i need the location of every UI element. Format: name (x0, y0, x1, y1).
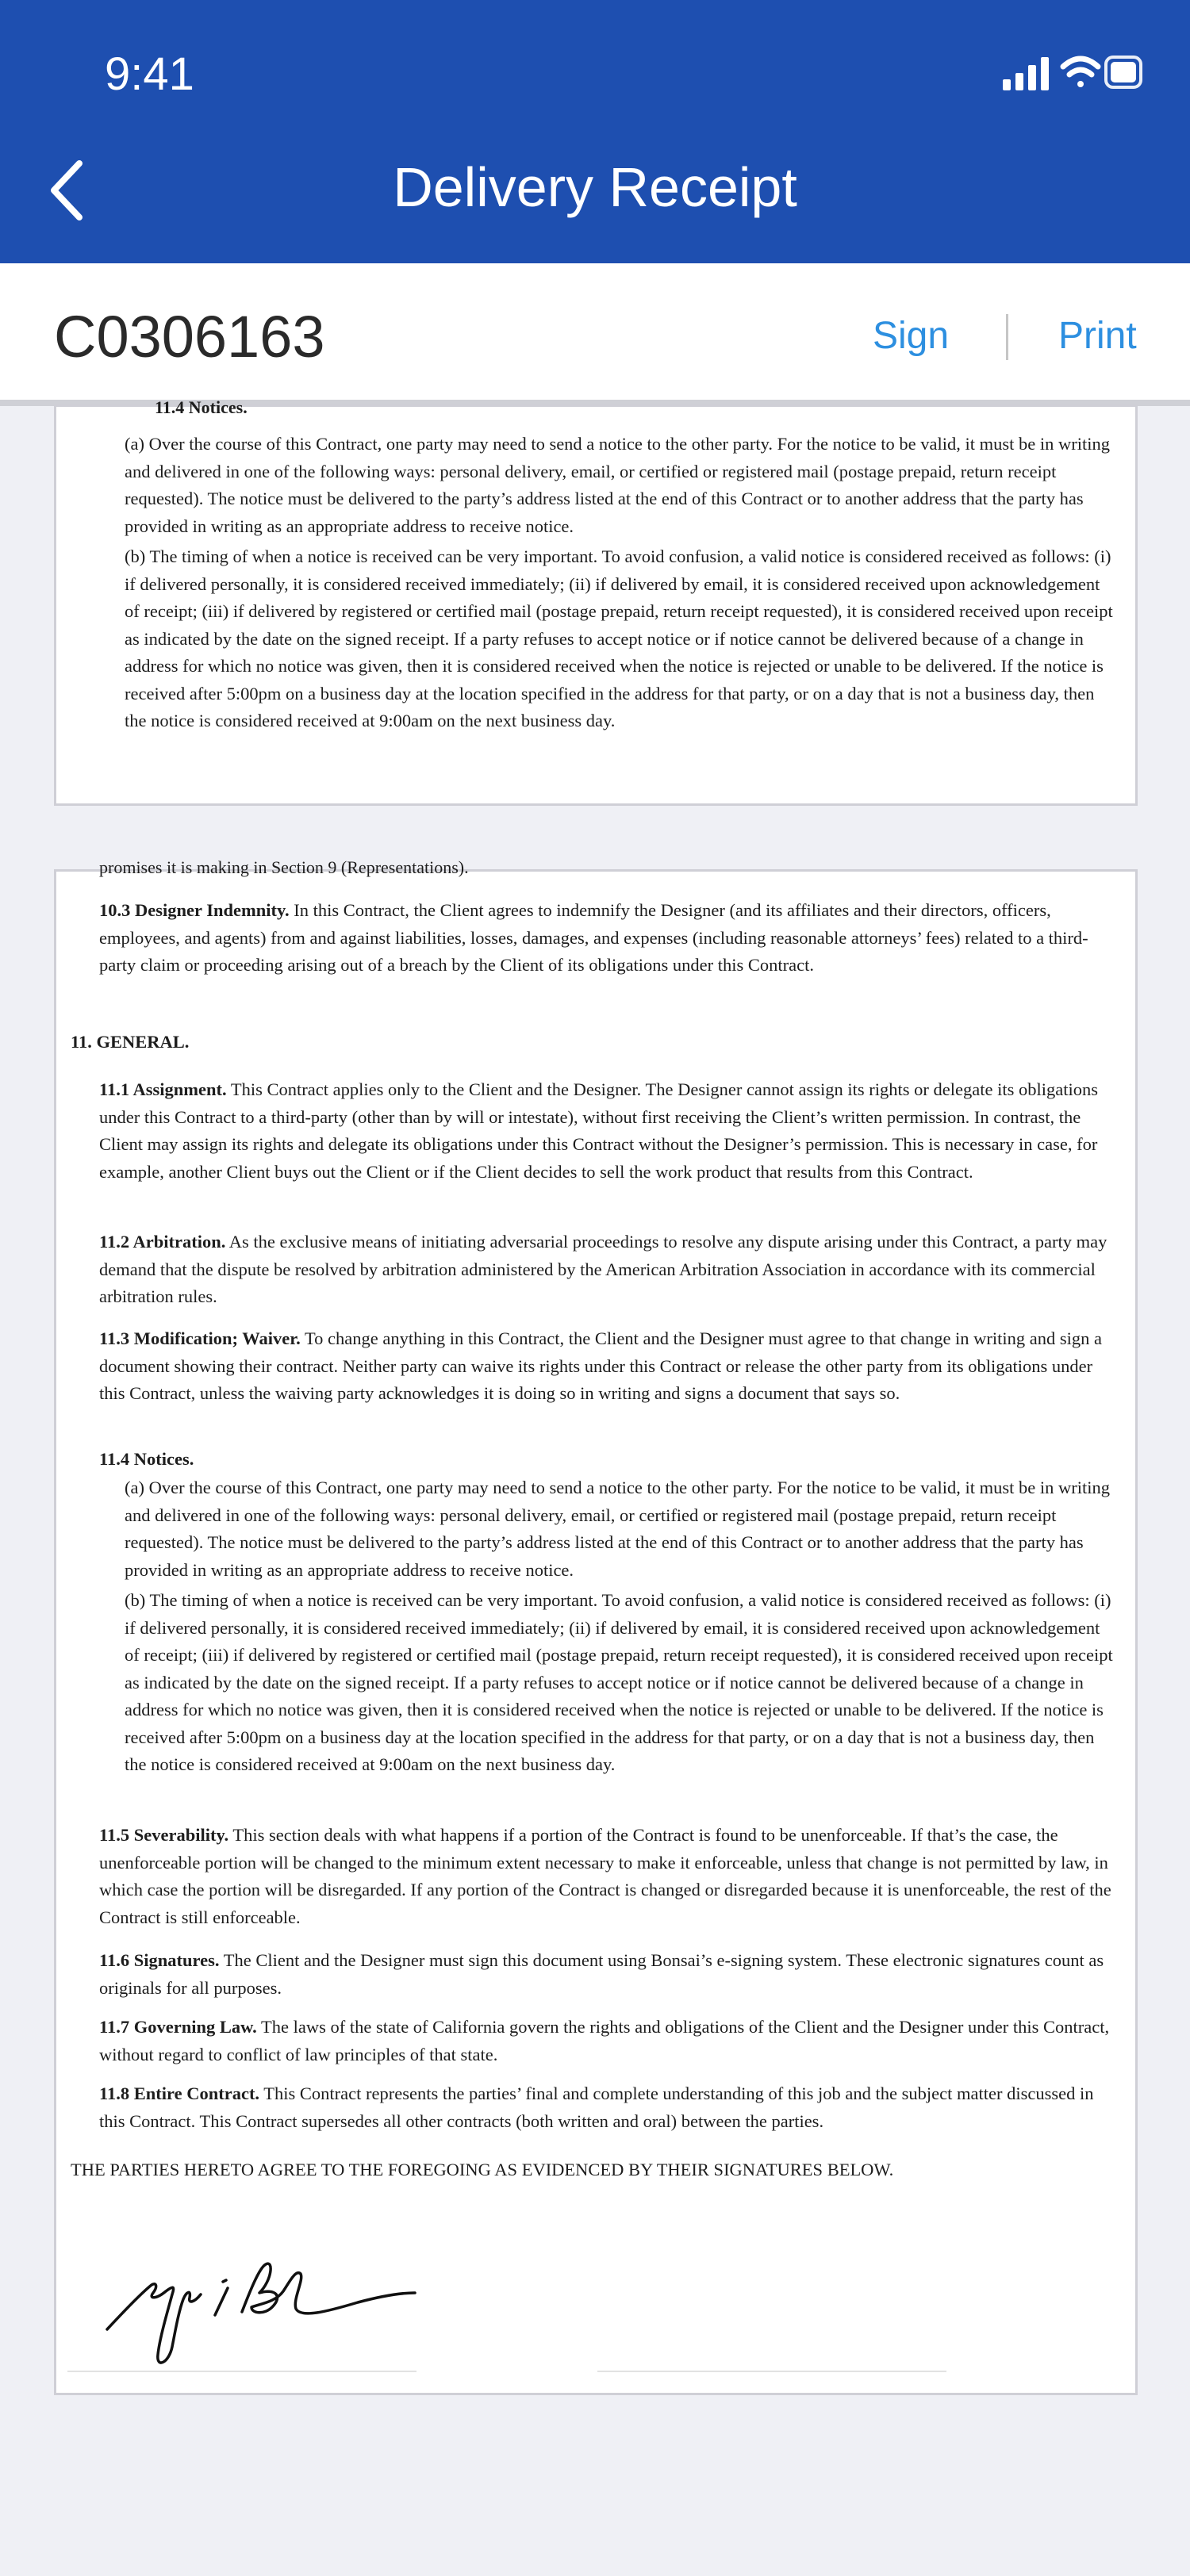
section-body: This section deals with what happens if a portion of the Contract is found to be unenforceable. If that’s the case, the unenforceable portion will be changed to the minimum extent necessary to make it enforceable, unless that change is not permitted by law, in which case the portion will be disregarded. If any portion of the Contract is changed or disregarded because it is unenforceable, the rest of the Contract is still enforceable. (99, 1825, 1111, 1927)
section-body: The Client and the Designer must sign this document using Bonsai’s e-signing system. These electronic signatures count as originals for all purposes. (99, 1950, 1104, 1998)
notice-paragraph-b: (b) The timing of when a notice is received can be very important. To avoid confusion, a valid notice is considered received as follows: (i) if delivered personally, it is considered received immediately; (ii) if delivered by email, it is considered received upon acknowledgement of receipt; (iii) if delivered by registered or certified mail (postage prepaid, return receipt requested), it is considered received upon receipt as indicated by the date on the signed receipt. If a party refuses to accept notice or if notice cannot be delivered because of a change in address for which no notice was given, then it is considered received when the notice is rejected or unable to be delivered. If the notice is received after 5:00pm on a business day at the location specified in the address for that party, or on a day that is not a business day, then the notice is considered received at 9:00am on the next business day. (125, 546, 1113, 730)
document-id: C0306163 (54, 304, 325, 370)
status-time: 9:41 (105, 48, 194, 100)
document-header (0, 263, 1190, 406)
section-11-7 (99, 2014, 1123, 2068)
section-title: 11.1 Assignment. (99, 1079, 227, 1099)
section-11-3 (99, 1325, 1123, 1408)
section-title: 11.5 Severability. (99, 1825, 229, 1845)
section-body: In this Contract, the Client agrees to indemnify the Designer (and its affiliates and their directors, officers, employees, and agents) from and against liabilities, losses, damages, and expenses (including reasonable attorneys’ fees) related to a third-party claim or proceeding arising out of a breach by the Client of its obligations under this Contract. (99, 900, 1088, 975)
agreement-statement: THE PARTIES HERETO AGREE TO THE FOREGOING AS EVIDENCED BY THEIR SIGNATURES BELOW. (71, 2160, 894, 2179)
section-body: This Contract represents the parties’ final and complete understanding of this job and the subject matter discussed in this Contract. This Contract supersedes all other contracts (both written and oral) between the parties. (99, 2083, 1094, 2131)
signature-image (96, 2236, 429, 2379)
section-11-8 (99, 2080, 1123, 2135)
section-title: 10.3 Designer Indemnity. (99, 900, 290, 920)
section-11-4-heading: 11.4 Notices. (99, 1449, 194, 1469)
section-11-1 (99, 1076, 1123, 1186)
section-11-5 (99, 1822, 1123, 1931)
section-title: 11.7 Governing Law. (99, 2017, 257, 2037)
section-title: 11.3 Modification; Waiver. (99, 1328, 301, 1348)
section-title: 11.8 Entire Contract. (99, 2083, 260, 2103)
signal-icon (1003, 57, 1049, 90)
sign-button[interactable]: Sign (873, 315, 950, 357)
top-nav-bar (0, 0, 1190, 263)
client-signature-line (67, 2371, 416, 2372)
section-11-6 (99, 1947, 1123, 2002)
clipped-heading: 11.4 Notices. (155, 397, 248, 417)
status-icons (908, 49, 1146, 97)
section-11-4-a: (a) Over the course of this Contract, one party may need to send a notice to the other party. For the notice to be valid, it must be in writing and delivered in one of the following ways: personal delivery, email, or certified or registered mail (postage prepaid, return receipt requested). The notice must be delivered to the party’s address listed at the end of this Contract or to another address that the party has provided in writing as an appropriate address to receive notice. (125, 1478, 1110, 1580)
section-title: 11.2 Arbitration. (99, 1232, 226, 1252)
print-button[interactable]: Print (1058, 315, 1137, 357)
battery-icon (1106, 57, 1141, 87)
header-divider (1006, 314, 1008, 360)
document-page-1[interactable] (54, 397, 1138, 806)
section-body: To change anything in this Contract, the Client and the Designer must agree to that change in writing and sign a document showing their contract. Neither party can waive its rights under this Contract or release the other party from its obligations under this Contract, unless the waiving party acknowledges it is doing so in writing and signs a document that says so. (99, 1328, 1103, 1403)
section-body: The laws of the state of California govern the rights and obligations of the Client and the Designer under this Contract, without regard to conflict of law principles of that state. (99, 2017, 1110, 2064)
document-page-2[interactable] (54, 857, 1138, 2395)
section-body: As the exclusive means of initiating adversarial proceedings to resolve any dispute arising under this Contract, a party may demand that the dispute be resolved by arbitration administered by the American Arbitration Association in accordance with its commercial arbitration rules. (99, 1232, 1107, 1306)
section-11-heading: 11. GENERAL. (71, 1032, 190, 1052)
section-11-4-b: (b) The timing of when a notice is received can be very important. To avoid confusion, a valid notice is considered received as follows: (i) if delivered personally, it is considered received immediately; (ii) if delivered by email, it is considered received upon acknowledgement of receipt; (iii) if delivered by registered or certified mail (postage prepaid, return receipt requested), it is considered received upon receipt as indicated by the date on the signed receipt. If a party refuses to accept notice or if notice cannot be delivered because of a change in address for which no notice was given, then it is considered received when the notice is rejected or unable to be delivered. If the notice is received after 5:00pm on a business day at the location specified in the address for that party, or on a day that is not a business day, then the notice is considered received at 9:00am on the next business day. (125, 1590, 1113, 1774)
page-title: Delivery Receipt (393, 156, 797, 218)
clipped-top-line: promises it is making in Section 9 (Representations). (99, 857, 469, 877)
section-11-2 (99, 1229, 1123, 1311)
notice-paragraph-a: (a) Over the course of this Contract, one party may need to send a notice to the other party. For the notice to be valid, it must be in writing and delivered in one of the following ways: personal delivery, email, or certified or registered mail (postage prepaid, return receipt requested). The notice must be delivered to the party’s address listed at the end of this Contract or to another address that the party has provided in writing as an appropriate address to receive notice. (125, 434, 1110, 536)
designer-signature-line (597, 2371, 946, 2372)
section-body: This Contract applies only to the Client and the Designer. The Designer cannot assign its rights or delegate its obligations under this Contract to a third-party (other than by will or intestate), without first receiving the Client’s written permission. In contrast, the Client may assign its rights and delegate its obligations under this Contract without the Designer’s permission. This is necessary in case, for example, another Client buys out the Client or if the Client decides to sell the work product that results from this Contract. (99, 1079, 1099, 1182)
section-title: 11.6 Signatures. (99, 1950, 220, 1970)
wifi-icon (1063, 59, 1098, 87)
section-10-3 (99, 897, 1123, 979)
